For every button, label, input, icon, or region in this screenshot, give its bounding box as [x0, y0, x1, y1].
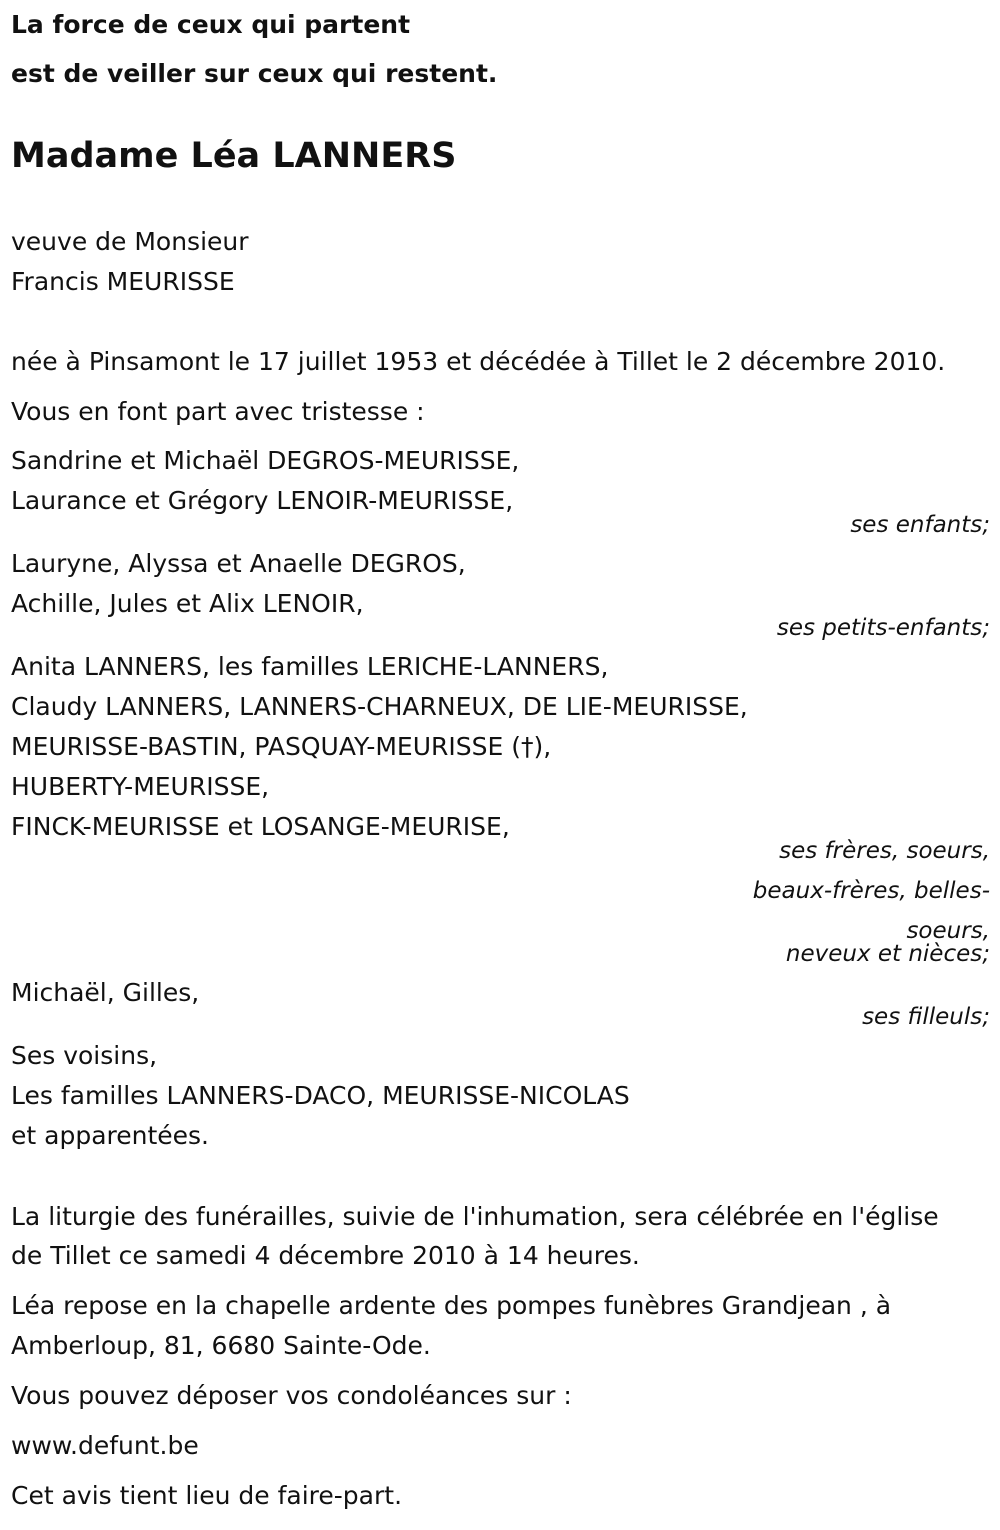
grandchildren-relation: ses petits-enfants; — [776, 615, 990, 641]
others-line: et apparentées. — [11, 1121, 209, 1150]
siblings-relation: ses frères, soeurs, — [779, 838, 990, 864]
grandchildren-name: Lauryne, Alyssa et Anaelle DEGROS, — [11, 549, 466, 578]
motto-line-1: La force de ceux qui partent — [11, 10, 411, 39]
sibling-name: Anita LANNERS, les familles LERICHE-LANNERS, — [11, 652, 609, 681]
siblings-relation: neveux et nièces; — [785, 941, 990, 967]
sibling-name: HUBERTY-MEURISSE, — [11, 772, 270, 801]
others-line: Ses voisins, — [11, 1041, 158, 1070]
children-name: Sandrine et Michaël DEGROS-MEURISSE, — [11, 446, 520, 475]
sibling-name: FINCK-MEURISSE et LOSANGE-MEURISE, — [11, 812, 510, 841]
sibling-name: MEURISSE-BASTIN, PASQUAY-MEURISSE (†), — [11, 732, 552, 761]
godchildren-relation: ses filleuls; — [862, 1004, 990, 1030]
notice-text: Cet avis tient lieu de faire-part. — [11, 1481, 403, 1510]
widow-line-1: veuve de Monsieur — [11, 227, 249, 256]
siblings-relation: beaux-frères, belles- — [752, 878, 990, 904]
widow-line-2: Francis MEURISSE — [11, 267, 235, 296]
rest-line-1: Léa repose en la chapelle ardente des pompes funèbres Grandjean , à — [11, 1291, 892, 1320]
rest-line-2: Amberloup, 81, 6680 Sainte-Ode. — [11, 1331, 431, 1360]
liturgy-line-1: La liturgie des funérailles, suivie de l'inhumation, sera célébrée en l'église — [11, 1202, 939, 1231]
children-name: Laurance et Grégory LENOIR-MEURISSE, — [11, 486, 514, 515]
condolences-text: Vous pouvez déposer vos condoléances sur : — [11, 1381, 572, 1410]
liturgy-line-2: de Tillet ce samedi 4 décembre 2010 à 14 heures. — [11, 1241, 640, 1270]
sibling-name: Claudy LANNERS, LANNERS-CHARNEUX, DE LIE-MEURISSE, — [11, 692, 748, 721]
birth-death: née à Pinsamont le 17 juillet 1953 et décédée à Tillet le 2 décembre 2010. — [11, 347, 946, 376]
others-line: Les familles LANNERS-DACO, MEURISSE-NICOLAS — [11, 1081, 630, 1110]
children-relation: ses enfants; — [850, 512, 990, 538]
godchildren-name: Michaël, Gilles, — [11, 978, 200, 1007]
announcement: Vous en font part avec tristesse : — [11, 397, 425, 426]
website-link[interactable]: www.defunt.be — [11, 1431, 199, 1460]
grandchildren-name: Achille, Jules et Alix LENOIR, — [11, 589, 364, 618]
motto-line-2: est de veiller sur ceux qui restent. — [11, 59, 498, 88]
siblings-relation: soeurs, — [906, 918, 990, 944]
deceased-name: Madame Léa LANNERS — [11, 136, 457, 176]
